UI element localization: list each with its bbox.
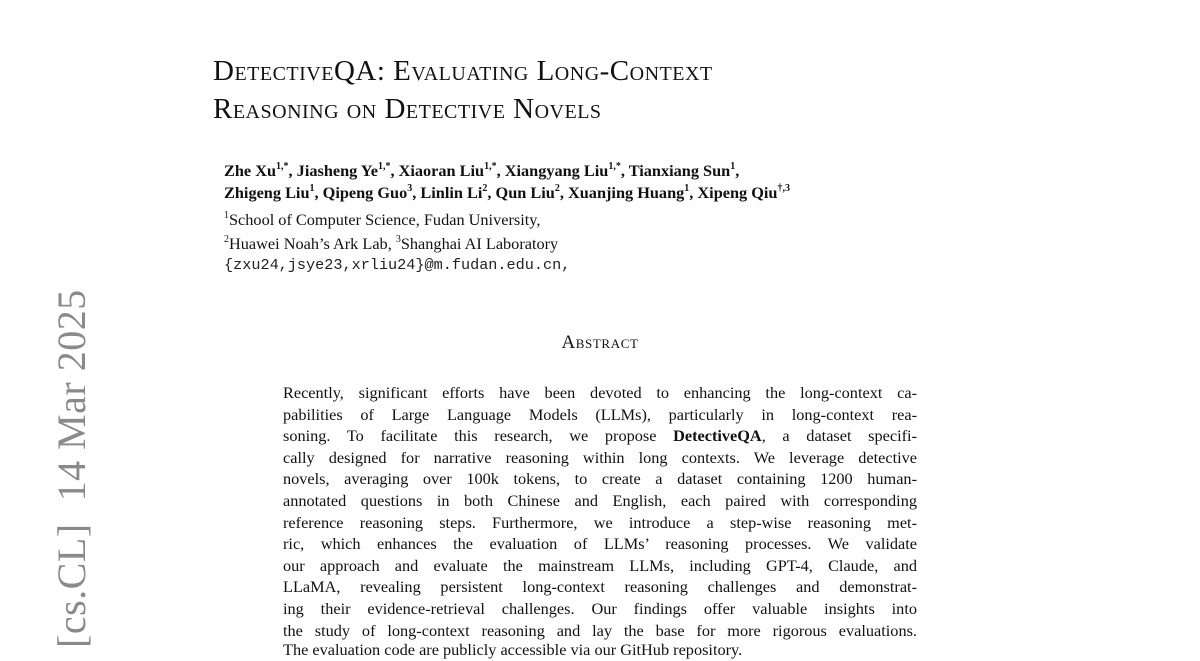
abstract-line: Recently, significant efforts have been devoted to enhancing the long-context ca- (283, 383, 917, 402)
abstract-line: reference reasoning steps. Furthermore, we introduce a step-wise reasoning met- (283, 512, 917, 532)
arxiv-category: [cs.CL] (49, 523, 94, 648)
abstract-line: the study of long-context reasoning and lay the base for more rigorous evaluations. (283, 620, 917, 640)
abstract-line: our approach and evaluate the mainstream LLMs, including GPT-4, Claude, and (283, 555, 917, 575)
author: Xiangyang Liu$^{1,*}$ (504, 160, 621, 180)
author-line-1: Zhe $Xu^{1,*}$, Jiasheng $Ye^{1,*}$, Xiaoran Liu$^{1,*}$, Xiangyang Liu$^{1,*}$, Tianxiang Sun$^1$, (224, 160, 740, 180)
title-line-1: DetectiveQA: Evaluating Long-Context (213, 55, 713, 87)
author: Linlin Li$^2$ (420, 182, 488, 202)
affiliation-2-3: $^2$Huawei Noah’s Ark Lab, $^3$Shanghai AI Laboratory (224, 233, 559, 253)
paper-title (213, 52, 993, 128)
dataset-name: DetectiveQA (673, 426, 762, 446)
author: Zhe $Xu^{1,*}$ (224, 160, 289, 180)
author-list (224, 160, 984, 204)
abstract-line: pabilities of Large Language Models (LLMs), particularly in long-context rea- (283, 404, 917, 424)
affiliation-1: $^1$School of Computer Science, Fudan University, (224, 209, 541, 229)
author: Xuanjing Huang$^1$ (567, 182, 690, 202)
author: Tianxiang Sun$^1$ (628, 160, 736, 180)
author: Qipeng Guo$^3$ (322, 182, 413, 202)
author: Jiasheng $Ye^{1,*}$ (296, 160, 391, 180)
author: Xipeng Qiu$^{\dagger,3}$ (697, 182, 790, 202)
abstract-line: ing their evidence-retrieval challenges. Our findings offer valuable insights into (283, 598, 917, 618)
author: Xiaoran Liu$^{1,*}$ (398, 160, 497, 180)
author-emails: {zxu24,jsye23,xrliu24}@m.fudan.edu.cn, (224, 256, 571, 274)
author: Zhigeng Liu$^1$ (224, 182, 315, 202)
abstract-line: novels, averaging over 100k tokens, to create a dataset containing 1200 human- (283, 469, 917, 489)
abstract-heading: Abstract (561, 332, 639, 353)
arxiv-date: 14 Mar 2025 (49, 289, 94, 502)
abstract-body (283, 382, 917, 660)
abstract-line: ric, which enhances the evaluation of LLMs’ reasoning processes. We validate (283, 534, 917, 554)
abstract-text: The evaluation code are publicly accessible via our GitHub repository. (283, 640, 743, 660)
abstract-line (283, 425, 917, 447)
abstract-line: cally designed for narrative reasoning within long contexts. We leverage detective (283, 447, 917, 467)
title-line-2: Reasoning on Detective Novels (213, 93, 602, 125)
abstract-line (283, 640, 917, 660)
abstract-line: annotated questions in both Chinese and English, each paired with corresponding (283, 490, 917, 510)
author-line-2: Zhigeng Liu$^1$, Qipeng Guo$^3$, Linlin Li$^2$, Qun Liu$^2$, Xuanjing Huang$^1$, Xipeng Qiu$^{\dagger,3}$ (224, 182, 790, 202)
abstract-line: LLaMA, revealing persistent long-context reasoning challenges and demonstrat- (283, 577, 917, 597)
author: Qun Liu$^2$ (495, 182, 560, 202)
abstract-text: , a dataset specifi- (761, 426, 917, 446)
affiliations (224, 208, 984, 256)
abstract-text: soning. To facilitate this research, we propose (283, 426, 674, 446)
